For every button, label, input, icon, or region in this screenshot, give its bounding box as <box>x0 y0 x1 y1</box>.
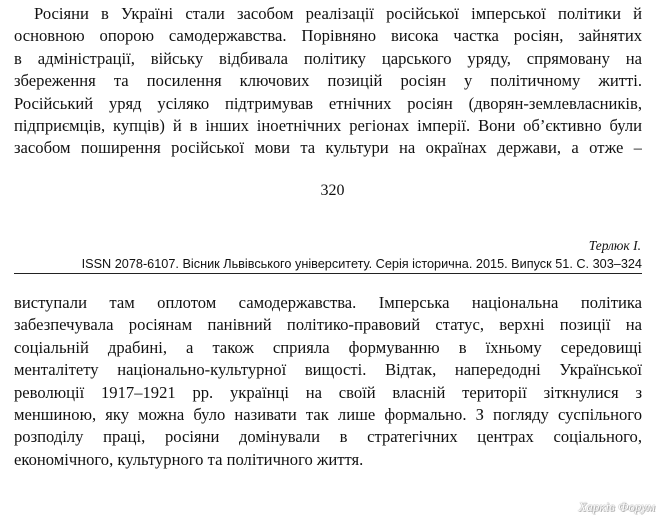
text-line: виступали там оплотом самодержавства. Імперська національна політика <box>14 293 642 312</box>
page-number: 320 <box>320 182 345 199</box>
top-paragraph <box>14 3 642 160</box>
running-header-author: Терлюк І. <box>588 238 641 253</box>
text-line: меншиною, яку можна було називати так лише формально. З погляду суспільного <box>14 405 642 425</box>
text-line: менталітету національно-культурної вищості. Відтак, напередодні Української <box>14 360 642 380</box>
text-line: забезпечувала росіянам панівний політико-правовий статус, верхні позиції на <box>14 315 642 335</box>
forum-watermark: Харків Форум <box>578 499 655 514</box>
bottom-paragraph <box>14 292 642 471</box>
running-header-journal: ISSN 2078-6107. Вісник Львівського університету. Серія історична. 2015. Випуск 51. С. 303–324 <box>14 257 642 274</box>
text-line: засобом поширення російської мови та культури на окраїнах держави, а отже – <box>14 138 642 158</box>
text-line: в адміністрації, війську відбивала політику царського уряду, спрямовану на <box>14 48 642 68</box>
text-line: соціальній драбині, а також сприяла формуванню в їхньому середовищі <box>14 337 642 357</box>
text-line: Росіяни в Україні стали засобом реалізації російської імперської політики й <box>34 4 642 23</box>
text-line: основною опорою самодержавства. Порівняно висока частка росіян, зайнятих <box>14 26 642 46</box>
text-line: революції 1917–1921 рр. українці на своїй власній території зіткнулися з <box>14 382 642 402</box>
text-line: розподілу праці, росіяни домінували в стратегічних центрах соціального, <box>14 427 642 447</box>
text-line: збереження та посилення ключових позицій росіян у політичному житті. <box>14 71 642 91</box>
text-line: економічного, культурного та політичного життя. <box>14 449 364 469</box>
text-line: Російський уряд усіляко підтримував етнічних росіян (дворян-землевласників, <box>14 93 642 113</box>
text-line: підприємців, купців) й в інших іноетнічних регіонах імперії. Вони об’єктивно були <box>14 116 642 136</box>
